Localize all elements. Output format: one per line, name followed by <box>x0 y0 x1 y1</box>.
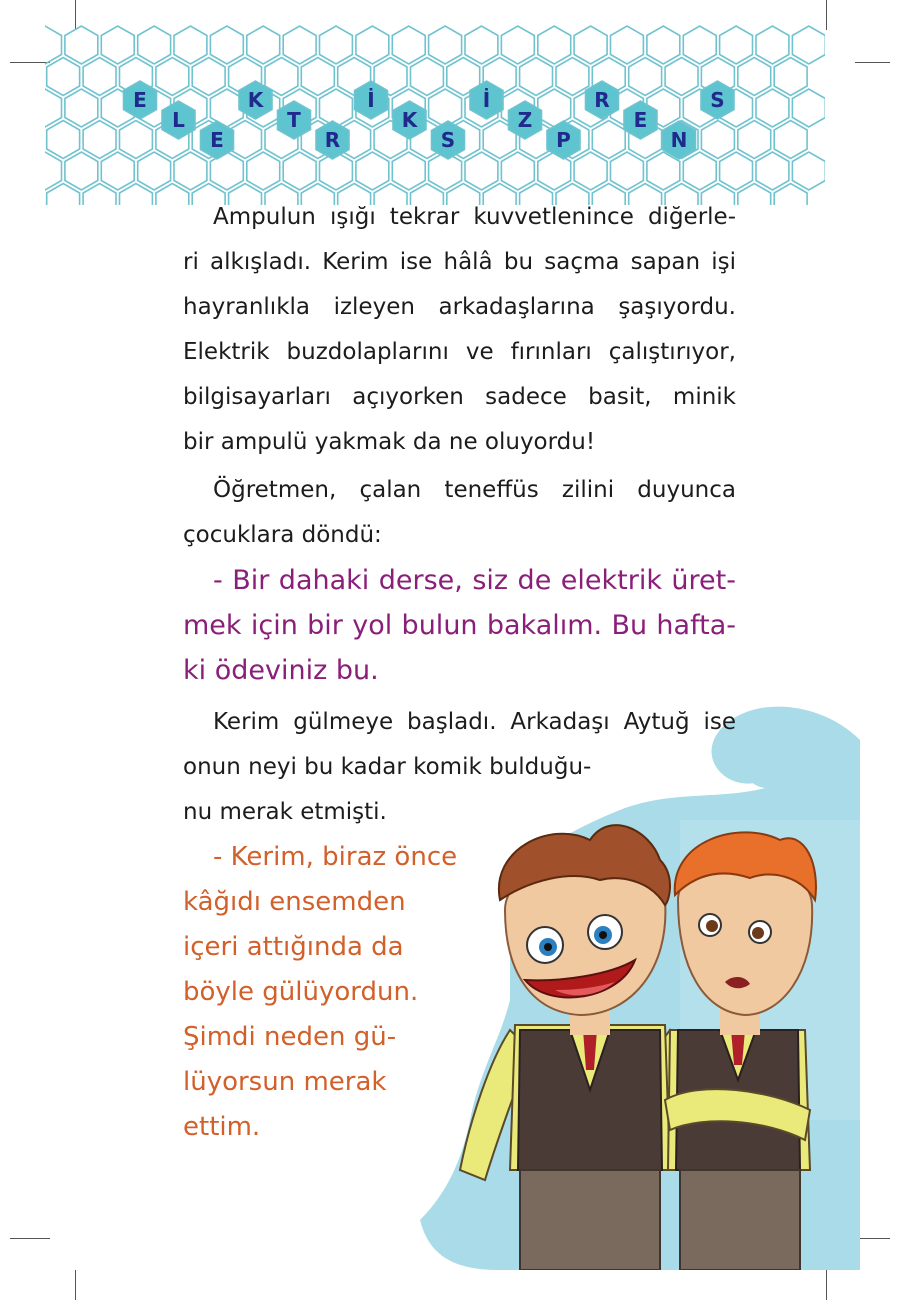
text-line: bir ampulü yakmak da ne oluyordu! <box>183 429 596 455</box>
hexagon-cell <box>192 58 225 96</box>
paragraph-2 <box>183 468 736 558</box>
crop-mark <box>855 1238 890 1239</box>
hexagon-cell <box>356 26 389 64</box>
title-letter: İ <box>482 88 491 112</box>
hexagon-cell <box>83 58 116 96</box>
hexagon-cell <box>411 58 444 96</box>
hexagon-cell <box>47 121 80 159</box>
hexagon-cell <box>774 121 807 159</box>
hexagon-cell <box>720 152 753 190</box>
hexagon-cell <box>429 26 462 64</box>
hexagon-cell <box>683 26 716 64</box>
title-letter: S <box>710 88 725 112</box>
title-letter-hex <box>393 101 426 139</box>
hexagon-cell <box>65 26 98 64</box>
hexagon-cell <box>120 121 153 159</box>
hexagon-cell <box>520 58 553 96</box>
hexagon-cell <box>83 121 116 159</box>
paragraph-3 <box>183 700 736 835</box>
hexagon-cell <box>247 26 280 64</box>
title-letter: K <box>401 108 418 132</box>
crop-mark <box>10 62 50 63</box>
hexagon-cell <box>647 152 680 190</box>
text-line: nu merak etmişti. <box>183 799 387 825</box>
hexagon-cell <box>556 58 589 96</box>
dialogue-line: lüyorsun merak <box>183 1067 387 1097</box>
hexagon-cell <box>247 152 280 190</box>
title-letter: N <box>670 128 688 152</box>
hexagon-cell <box>665 58 698 96</box>
hexagon-cell <box>592 121 625 159</box>
dialogue-line: - Kerim, biraz önce <box>213 842 458 872</box>
hexagon-cell <box>65 89 98 127</box>
aytug-figure <box>665 832 816 1270</box>
hexagon-cell <box>738 58 771 96</box>
title-letter: İ <box>367 88 375 112</box>
hexagon-cell <box>429 89 462 127</box>
hexagon-cell <box>156 58 189 96</box>
hexagon-cell <box>611 26 644 64</box>
hexagon-cell <box>45 152 62 190</box>
hexagon-cell <box>356 152 389 190</box>
hexagon-cell <box>720 26 753 64</box>
title-letter-hex <box>586 81 619 119</box>
title-letter: L <box>172 108 185 132</box>
hexagon-cell <box>611 152 644 190</box>
hexagon-cell <box>283 26 316 64</box>
hexagon-cell <box>501 152 534 190</box>
hexagon-cell <box>501 26 534 64</box>
text-line: Ampulun ışığı tekrar kuvvetlenince diğerle- <box>213 204 736 230</box>
title-letter: P <box>556 128 571 152</box>
title-letter: R <box>324 128 341 152</box>
hexagon-cell <box>138 152 171 190</box>
hexagon-cell <box>574 152 607 190</box>
hexagon-cell <box>101 26 134 64</box>
title-letter: E <box>133 88 147 112</box>
aytug-dialogue <box>183 835 483 1150</box>
crop-mark <box>826 1270 827 1300</box>
dialogue-line: mek için bir yol bulun bakalım. Bu hafta- <box>183 610 736 641</box>
dialogue-line: ki ödeviniz bu. <box>183 655 379 686</box>
hexagon-cell <box>738 121 771 159</box>
title-letter-hex <box>355 81 388 119</box>
title-letter: E <box>210 128 224 152</box>
text-line: Öğretmen, çalan teneffüs zilini duyunca <box>213 477 736 503</box>
title-letter-hex <box>509 101 542 139</box>
dialogue-line: - Bir dahaki derse, siz de elektrik üret- <box>213 565 736 596</box>
dialogue-line: Şimdi neden gü- <box>183 1022 397 1052</box>
hexagon-cell <box>174 26 207 64</box>
text-line: çocuklara döndü: <box>183 522 382 548</box>
title-letter: K <box>247 88 264 112</box>
paragraph-1 <box>183 195 736 465</box>
hexagon-cell <box>45 26 62 64</box>
hexagon-cell <box>574 26 607 64</box>
hexagon-cell <box>538 26 571 64</box>
text-line: onun neyi bu kadar komik bulduğu- <box>183 754 592 780</box>
dialogue-line: ettim. <box>183 1112 261 1142</box>
hexagon-cell <box>756 89 789 127</box>
crop-mark <box>826 0 827 30</box>
hexagon-cell <box>101 152 134 190</box>
crop-mark <box>75 1270 76 1300</box>
title-letter: E <box>633 108 648 132</box>
hexagon-cell <box>647 26 680 64</box>
hexagon-cell <box>138 26 171 64</box>
hexagon-cell <box>174 152 207 190</box>
hexagon-cell <box>65 152 98 190</box>
hexagon-cell <box>392 26 425 64</box>
hexagon-cell <box>301 58 334 96</box>
text-line: hayranlıkla izleyen arkadaşlarına şaşıyordu. <box>183 294 736 320</box>
hexagon-cell <box>320 26 353 64</box>
hexagon-cell <box>283 152 316 190</box>
crop-mark <box>10 1238 50 1239</box>
hexagon-cell <box>792 89 825 127</box>
crop-mark <box>855 62 890 63</box>
dialogue-line: böyle gülüyordun. <box>183 977 419 1007</box>
text-line: Kerim gülmeye başladı. Arkadaşı Aytuğ ise <box>213 709 736 735</box>
text-line: bilgisayarları açıyorken sadece basit, minik <box>183 384 736 410</box>
hexagon-cell <box>320 89 353 127</box>
hexagon-cell <box>683 152 716 190</box>
hexagon-cell <box>756 152 789 190</box>
title-letter: Z <box>517 108 533 132</box>
title-letter: S <box>440 128 456 152</box>
hexagon-cell <box>47 58 80 96</box>
hexagon-cell <box>392 152 425 190</box>
hexagon-cell <box>701 121 734 159</box>
title-letter: T <box>287 108 301 132</box>
hexagon-cell <box>792 26 825 64</box>
header-hexagon-band <box>45 25 825 205</box>
text-line: ri alkışladı. Kerim ise hâlâ bu saçma sapan işi <box>183 249 736 275</box>
hexagon-cell <box>465 26 498 64</box>
hexagon-cell <box>45 89 62 127</box>
text-line: Elektrik buzdolaplarını ve fırınları çalıştırıyor, <box>183 339 736 365</box>
dialogue-line: kâğıdı ensemden <box>183 887 406 917</box>
hexagon-cell <box>774 58 807 96</box>
hexagon-cell <box>792 152 825 190</box>
teacher-dialogue <box>183 558 736 693</box>
title-letter-hex <box>701 81 734 119</box>
hexagon-cell <box>629 58 662 96</box>
hexagon-cell <box>538 89 571 127</box>
hexagon-cell <box>756 26 789 64</box>
title-letter-hex <box>162 101 195 139</box>
dialogue-line: içeri attığında da <box>183 932 404 962</box>
hexagon-cell <box>465 152 498 190</box>
hexagon-cell <box>210 26 243 64</box>
title-letter: R <box>594 88 610 112</box>
